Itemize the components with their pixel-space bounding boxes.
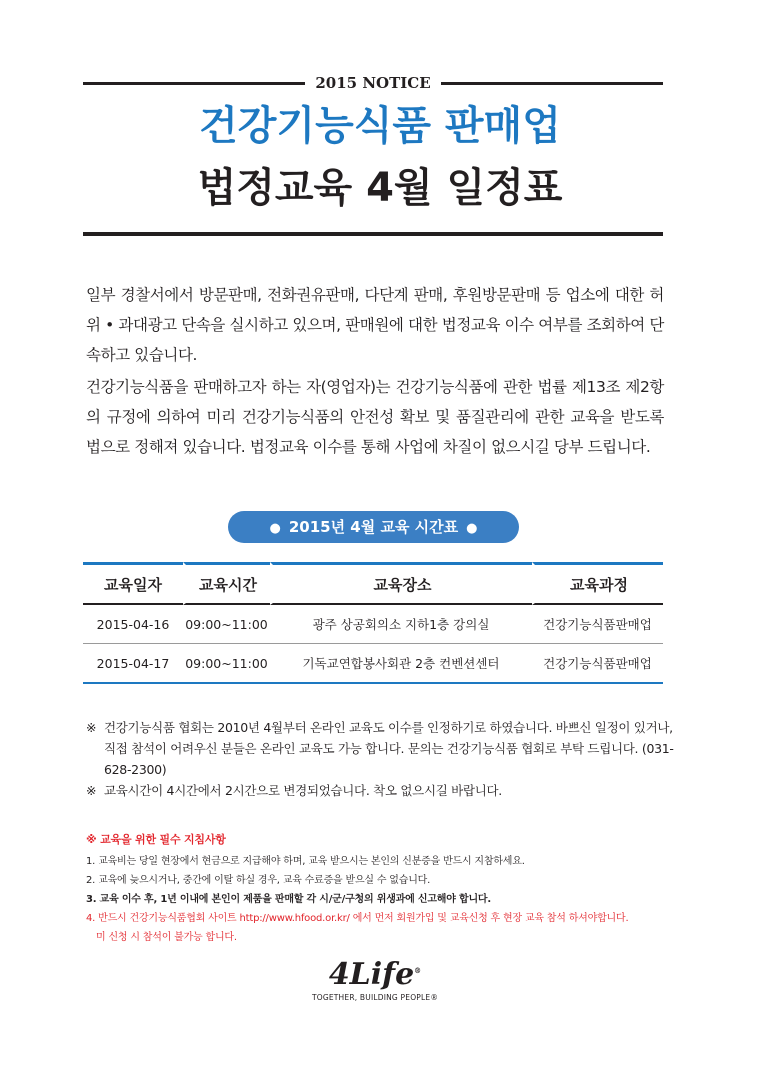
notice-rule-left [83, 82, 305, 85]
guidelines-section [86, 830, 686, 947]
bullet-dot-icon: ● [466, 521, 478, 536]
logo-mark [300, 955, 450, 991]
cell-course: 건강기능식품판매업 [532, 644, 663, 684]
brand-logo [300, 955, 450, 1003]
guideline-item-warning-cont: 미 신청 시 참석이 불가능 합니다. [96, 932, 237, 943]
logo-tagline: TOGETHER, BUILDING PEOPLE® [311, 993, 439, 1002]
notice-rule-right [441, 82, 663, 85]
guideline-item: 2. 교육에 늦으시거나, 중간에 이탈 하실 경우, 교육 수료증을 받으실 수 없습니다. [86, 875, 431, 886]
guidelines-title: ※ 교육을 위한 필수 지침사항 [86, 833, 226, 846]
registered-mark: ® [414, 966, 422, 975]
table-row [83, 605, 663, 644]
cell-location: 광주 상공회의소 지하1층 강의실 [270, 605, 532, 644]
column-header: 교육과정 [532, 562, 663, 605]
note-item [86, 717, 676, 780]
guideline-item: 3. 교육 이수 후, 1년 이내에 본인이 제품을 판매할 각 시/군/구청의 위생과에 신고해야 합니다. [86, 894, 491, 905]
title-line1: 건강기능식품 판매업 [199, 103, 561, 149]
notice-header [83, 73, 663, 93]
guideline-item: 1. 교육비는 당일 현장에서 현금으로 지급해야 하며, 교육 받으시는 본인의 신분증을 반드시 지참하세요. [86, 856, 525, 867]
schedule-title-badge [228, 511, 519, 543]
column-header: 교육장소 [270, 562, 532, 605]
reference-mark-icon: ※ [86, 783, 97, 798]
cell-time: 09:00~11:00 [183, 644, 270, 684]
table-header-row [83, 562, 663, 605]
note-item [86, 780, 676, 801]
cell-time: 09:00~11:00 [183, 605, 270, 644]
cell-location: 기독교연합봉사회관 2층 컨벤션센터 [270, 644, 532, 684]
intro-paragraph-1: 일부 경찰서에서 방문판매, 전화권유판매, 다단계 판매, 후원방문판매 등 업소에 대한 허위 • 과대광고 단속을 실시하고 있으며, 판매원에 대한 법정교육 이수 여부를 조회하여 단속하고 있습니다. [86, 286, 664, 364]
logo-wordmark: 4Life [328, 957, 415, 992]
note-text: 건강기능식품 협회는 2010년 4월부터 온라인 교육도 이수를 인정하기로 하였습니다. 바쁘신 일정이 있거나, 직접 참석이 어려우신 분들은 온라인 교육도 가능 합니다. 문의는 건강기능식품 협회로 부탁 드립니다. (031-628-2300) [104, 720, 674, 777]
note-text: 교육시간이 4시간에서 2시간으로 변경되었습니다. 착오 없으시길 바랍니다. [104, 783, 502, 798]
column-header: 교육시간 [183, 562, 270, 605]
reference-mark-icon: ※ [86, 720, 97, 735]
title-divider [83, 232, 663, 236]
cell-course: 건강기능식품판매업 [532, 605, 663, 644]
column-header: 교육일자 [83, 562, 183, 605]
intro-paragraph-2: 건강기능식품을 판매하고자 하는 자(영업자)는 건강기능식품에 관한 법률 제13조 제2항의 규정에 의하여 미리 건강기능식품의 안전성 확보 및 품질관리에 관한 교육을 받도록 법으로 정해져 있습니다. 법정교육 이수를 통해 사업에 차질이 없으시길 당부 드립니다. [86, 378, 664, 456]
title-line2: 법정교육 4월 일정표 [197, 165, 563, 211]
schedule-title: 2015년 4월 교육 시간표 [288, 518, 459, 536]
cell-date: 2015-04-16 [83, 605, 183, 644]
cell-date: 2015-04-17 [83, 644, 183, 684]
bullet-dot-icon: ● [269, 521, 281, 536]
notice-label: 2015 NOTICE [315, 74, 431, 92]
notes-section [86, 717, 676, 801]
table-row [83, 644, 663, 684]
guideline-item-warning: 4. 반드시 건강기능식품협회 사이트 http://www.hfood.or.kr/ 에서 먼저 회원가입 및 교육신청 후 현장 교육 참석 하셔야합니다. [86, 913, 629, 924]
schedule-table [83, 562, 663, 684]
